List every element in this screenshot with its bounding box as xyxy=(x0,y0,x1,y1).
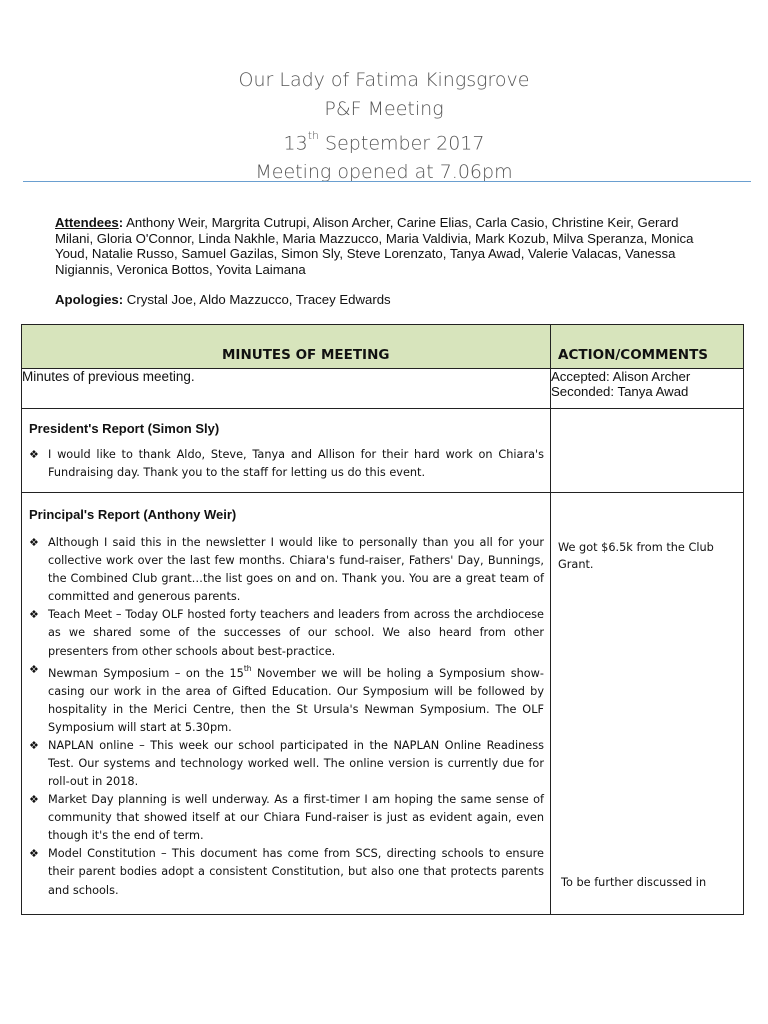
table-header-row xyxy=(22,325,744,369)
list-item: ❖ Newman Symposium – on the 15th November we will be holing a Symposium show-casing our work in the area of Gifted Education. Our Symposium will be followed by hospitality in the Merici Centre, then the St Ursula's Newman Symposium. The OLF Symposium will start at 5.30pm. xyxy=(29,662,544,734)
list-item: ❖ Teach Meet – Today OLF hosted forty teachers and leaders from across the archdiocese as we shared some of the successes of our school. We also heard from other presenters from other schools about best-practice. xyxy=(29,608,544,658)
table-row xyxy=(22,493,744,915)
meeting-title: P&F Meeting xyxy=(324,98,444,120)
diamond-bullet-icon: ❖ xyxy=(29,662,39,676)
school-name: Our Lady of Fatima Kingsgrove xyxy=(238,69,530,91)
apologies-names: Crystal Joe, Aldo Mazzucco, Tracey Edwards xyxy=(123,292,391,307)
president-report-action xyxy=(551,409,744,493)
principal-report-title: Principal's Report (Anthony Weir) xyxy=(29,507,237,522)
list-item: ❖ NAPLAN online – This week our school participated in the NAPLAN Online Readiness Test. Our systems and technology worked well. The online version is currently due for roll-out in 2018. xyxy=(29,738,544,788)
minutes-header: MINUTES OF MEETING xyxy=(22,325,551,369)
diamond-bullet-icon: ❖ xyxy=(29,847,39,861)
diamond-bullet-icon: ❖ xyxy=(29,536,39,549)
apologies-label: Apologies: xyxy=(55,292,124,307)
attendees-colon: : xyxy=(118,215,124,230)
further-discussion-comment: To be further discussed in xyxy=(561,876,707,889)
diamond-bullet-icon: ❖ xyxy=(29,793,39,807)
president-report-title: President's Report (Simon Sly) xyxy=(29,421,220,436)
attendees-label: Attendees xyxy=(55,215,119,230)
list-item: ❖ I would like to thank Aldo, Steve, Tanya and Allison for their hard work on Chiara's Fundraising day. Thank you to the staff for letting us do this event. xyxy=(29,448,544,480)
list-item: ❖ Model Constitution – This document has come from SCS, directing schools to ensure their parent bodies adopt a consistent Constitution, but also one that protects parents and schools. xyxy=(29,847,544,897)
minutes-table xyxy=(21,324,744,915)
table-row xyxy=(22,369,744,409)
document-header xyxy=(0,66,768,187)
previous-minutes-action xyxy=(551,369,744,409)
actions-header: ACTION/COMMENTS xyxy=(551,325,744,369)
principal-report-cell xyxy=(22,493,551,915)
meeting-date: 13th September 2017 xyxy=(283,129,485,155)
meeting-opened: Meeting opened at 7.06pm xyxy=(255,161,513,184)
apologies-paragraph xyxy=(55,292,710,308)
club-grant-comment: We got $6.5k from the Club Grant. xyxy=(558,541,714,571)
diamond-bullet-icon: ❖ xyxy=(29,448,39,461)
principal-report-action xyxy=(551,493,744,915)
list-item: ❖ Market Day planning is well underway. As a first-timer I am hoping the same sense of community that showed itself at our Chiara Fund-raiser is just as evident again, even though it's the end of term. xyxy=(29,793,544,843)
attendees-paragraph xyxy=(55,215,710,277)
header-divider xyxy=(23,181,751,182)
president-report-cell xyxy=(22,409,551,493)
table-row xyxy=(22,409,744,493)
seconded-by: Seconded: Tanya Awad xyxy=(551,384,689,399)
diamond-bullet-icon: ❖ xyxy=(29,608,39,622)
list-item: ❖ Although I said this in the newsletter I would like to personally than you all for your collective work over the last few months. Chiara's fund-raiser, Fathers' Day, Bunnings, the Combined Club grant…the list goes on and on. Thank you. You are a great team of committed and generous parents. xyxy=(29,536,544,604)
attendees-names: Anthony Weir, Margrita Cutrupi, Alison Archer, Carine Elias, Carla Casio, Christine Keir, Gerard Milani, Gloria O'Connor, Linda Nakhle, Maria Mazzucco, Maria Valdivia, Mark Kozub, Milva Speranza, Monica Youd, Natalie Russo, Samuel Gazilas, Simon Sly, Steve Lorenzato, Tanya Awad, Valerie Valacas, Vanessa Nigiannis, Veronica Bottos, Yovita Laimana xyxy=(55,215,694,277)
diamond-bullet-icon: ❖ xyxy=(29,738,39,752)
previous-minutes-cell: Minutes of previous meeting. xyxy=(22,369,551,409)
accepted-by: Accepted: Alison Archer xyxy=(551,369,691,384)
